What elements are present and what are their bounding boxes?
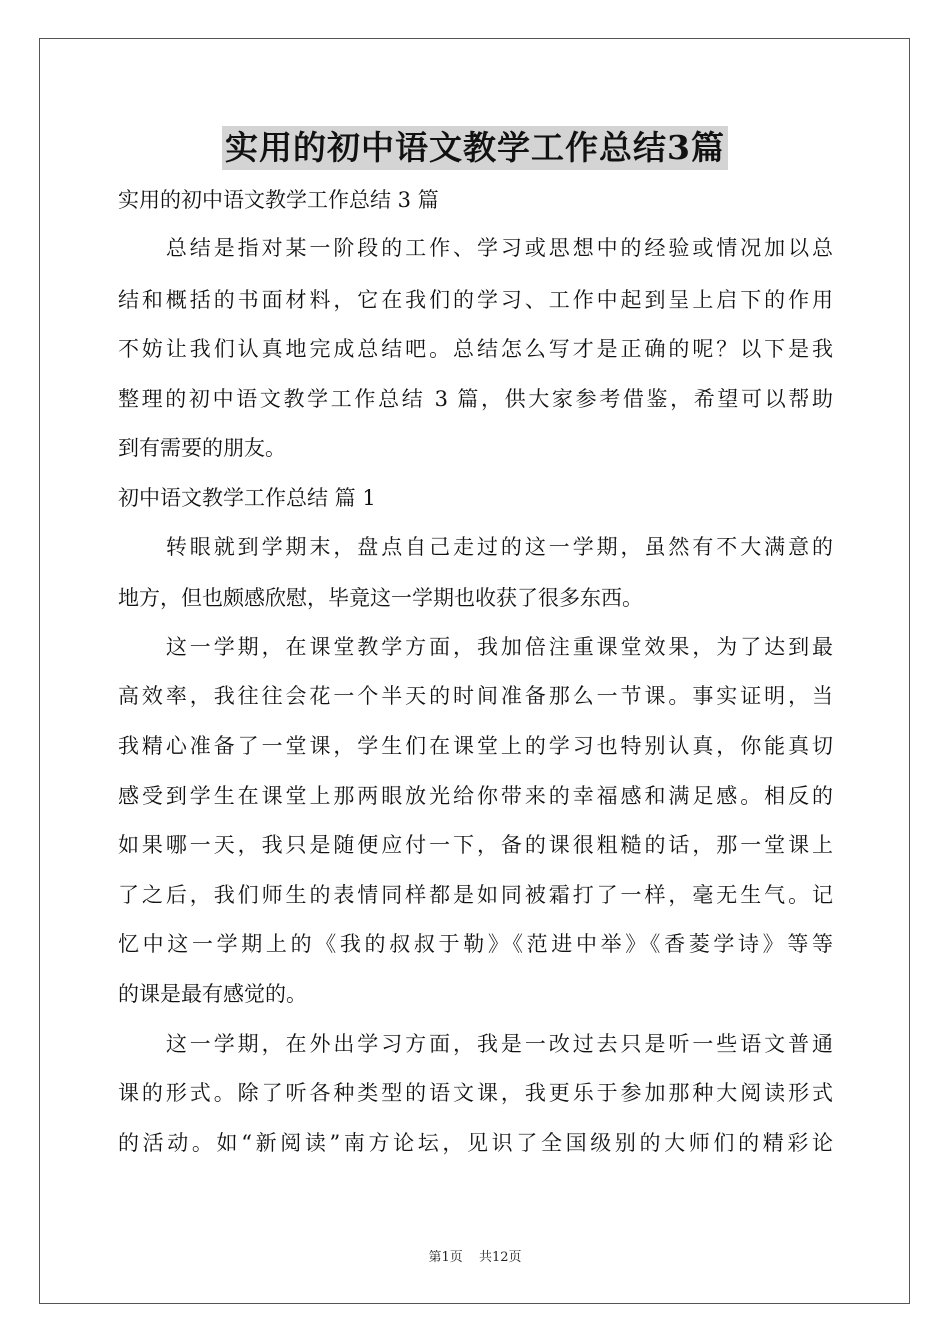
text-line: 转眼就到学期末，盘点自己走过的这一学期，虽然有不大满意的 [118,535,833,559]
text-line: 高效率，我往往会花一个半天的时间准备那么一节课。事实证明，当 [118,684,833,708]
text-line: 不妨让我们认真地完成总结吧。总结怎么写才是正确的呢？以下是我 [118,337,833,361]
page-footer [0,1246,950,1265]
text-line: 如果哪一天，我只是随便应付一下，备的课很粗糙的话，那一堂课上 [118,833,833,857]
subtitle-line: 实用的初中语文教学工作总结 3 篇 [118,188,439,212]
text-line: 整理的初中语文教学工作总结 3 篇，供大家参考借鉴，希望可以帮助 [118,387,833,411]
page-number: 第1页 [428,1250,463,1265]
text-line: 忆中这一学期上的《我的叔叔于勒》《范进中举》《香菱学诗》等等 [118,932,833,956]
text-line: 总结是指对某一阶段的工作、学习或思想中的经验或情况加以总 [118,236,833,260]
document-title: 实用的初中语文教学工作总结3篇 [222,126,728,170]
section-heading: 初中语文教学工作总结 篇 1 [118,486,376,510]
title-container [0,126,950,170]
text-line: 我精心准备了一堂课，学生们在课堂上的学习也特别认真，你能真切 [118,734,833,758]
text-line: 到有需要的朋友。 [118,436,286,460]
text-line: 的活动。如“新阅读”南方论坛，见识了全国级别的大师们的精彩论 [118,1131,833,1155]
text-line: 感受到学生在课堂上那两眼放光给你带来的幸福感和满足感。相反的 [118,784,833,808]
text-line: 了之后，我们师生的表情同样都是如同被霜打了一样，毫无生气。记 [118,883,833,907]
text-line: 的课是最有感觉的。 [118,982,307,1006]
page-border [39,38,910,1304]
text-line: 这一学期，在外出学习方面，我是一改过去只是听一些语文普通 [118,1032,833,1056]
text-line: 结和概括的书面材料，它在我们的学习、工作中起到呈上启下的作用 [118,288,833,312]
text-line: 地方，但也颇感欣慰，毕竟这一学期也收获了很多东西。 [118,586,643,610]
text-line: 这一学期，在课堂教学方面，我加倍注重课堂效果，为了达到最 [118,635,833,659]
page-total: 共12页 [478,1250,522,1265]
text-line: 课的形式。除了听各种类型的语文课，我更乐于参加那种大阅读形式 [118,1081,833,1105]
